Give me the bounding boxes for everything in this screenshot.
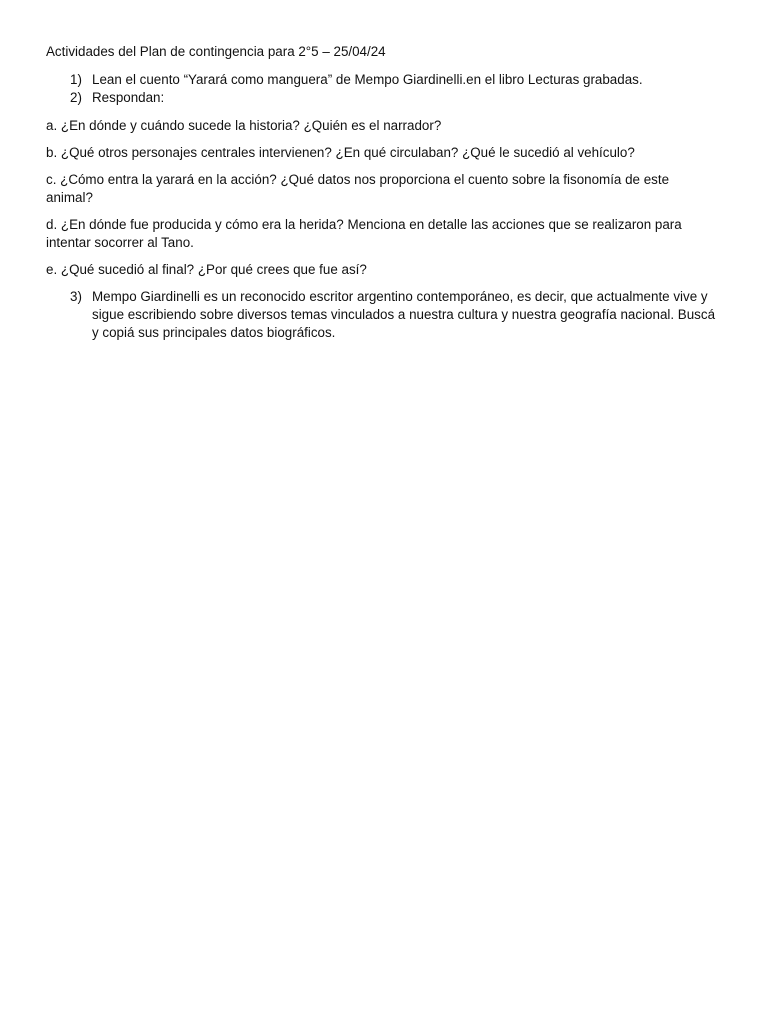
list-item-1 [46, 71, 716, 89]
list-item-3 [46, 288, 716, 342]
list-marker: 3) [70, 289, 82, 304]
list-marker: 1) [70, 72, 82, 87]
list-item-text: Respondan: [92, 90, 165, 105]
question-c: c. ¿Cómo entra la yarará en la acción? ¿Qué datos nos proporciona el cuento sobre la fisonomía de este animal? [46, 172, 670, 205]
question-d: d. ¿En dónde fue producida y cómo era la herida? Menciona en detalle las acciones que se realizaron para intentar socorrer al Tano. [46, 217, 682, 250]
document-title: Actividades del Plan de contingencia para 2°5 – 25/04/24 [46, 44, 386, 59]
list-marker: 2) [70, 90, 82, 105]
question-e: e. ¿Qué sucedió al final? ¿Por qué crees que fue así? [46, 262, 367, 277]
question-a: a. ¿En dónde y cuándo sucede la historia? ¿Quién es el narrador? [46, 118, 442, 133]
numbered-list-top [46, 71, 716, 107]
question-b: b. ¿Qué otros personajes centrales intervienen? ¿En qué circulaban? ¿Qué le sucedió al vehículo? [46, 145, 635, 160]
list-item-2 [46, 89, 716, 107]
list-item-text: Mempo Giardinelli es un reconocido escritor argentino contemporáneo, es decir, que actualmente vive y sigue escribiendo sobre diversos temas vinculados a nuestra cultura y nuestra geografía nacional. Buscá y copiá sus principales datos biográficos. [92, 289, 716, 340]
numbered-list-bottom [46, 288, 716, 342]
document-page [46, 43, 716, 352]
list-item-text: Lean el cuento “Yarará como manguera” de Mempo Giardinelli.en el libro Lecturas grabadas. [92, 72, 643, 87]
